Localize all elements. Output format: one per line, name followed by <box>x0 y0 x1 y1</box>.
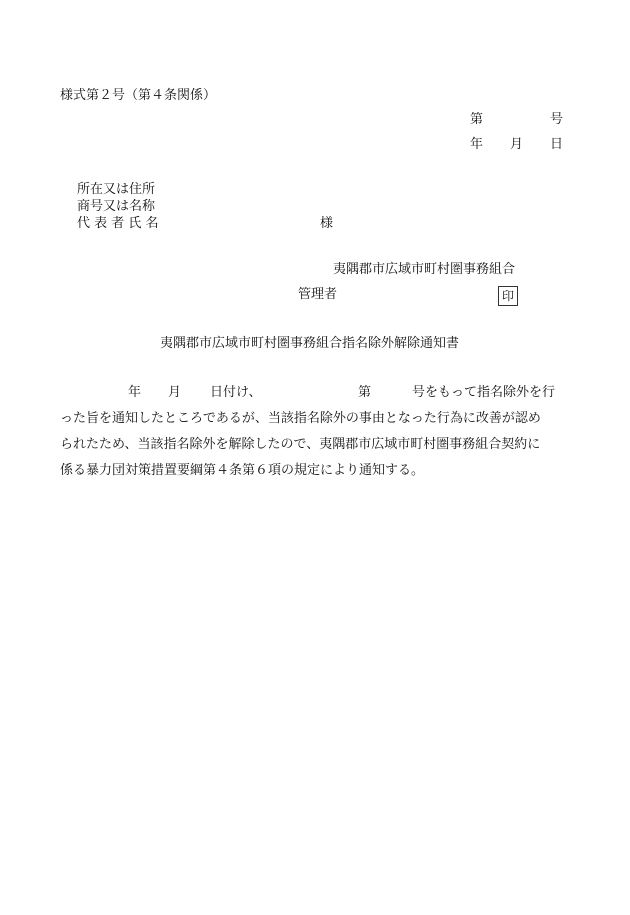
honorific: 様 <box>320 216 334 231</box>
doc-number-suffix: 号 <box>550 112 564 127</box>
body-paragraph <box>60 381 570 491</box>
form-label: 様式第２号（第４条関係） <box>60 88 217 103</box>
document-title: 夷隅郡市広域市町村圏事務組合指名除外解除通知書 <box>160 336 460 351</box>
seal-mark: 印 <box>498 286 518 306</box>
body-line1-month: 月 <box>168 385 182 400</box>
doc-number-prefix: 第 <box>470 112 484 127</box>
body-line3: られたため、当該指名除外を解除したので、夷隅郡市広域市町村圏事務組合契約に <box>60 437 541 452</box>
sender-organization: 夷隅郡市広域市町村圏事務組合 <box>333 262 516 277</box>
trade-name-label: 商号又は名称 <box>77 199 156 214</box>
address-label: 所在又は住所 <box>77 182 156 197</box>
body-line1-year: 年 <box>128 385 142 400</box>
date-day: 日 <box>550 137 564 152</box>
body-line1-dated: 日付け、 <box>210 385 262 400</box>
manager-label: 管理者 <box>298 287 338 302</box>
body-line1-rest: 号をもって指名除外を行 <box>412 385 556 400</box>
body-line2: った旨を通知したところであるが、当該指名除外の事由となった行為に改善が認め <box>60 411 541 426</box>
body-line1-dai: 第 <box>358 385 372 400</box>
date-year: 年 <box>470 137 484 152</box>
representative-name-label: 代 表 者 氏 名 <box>77 216 159 231</box>
date-month: 月 <box>510 137 524 152</box>
body-line4: 係る暴力団対策措置要綱第４条第６項の規定により通知する。 <box>60 463 425 478</box>
